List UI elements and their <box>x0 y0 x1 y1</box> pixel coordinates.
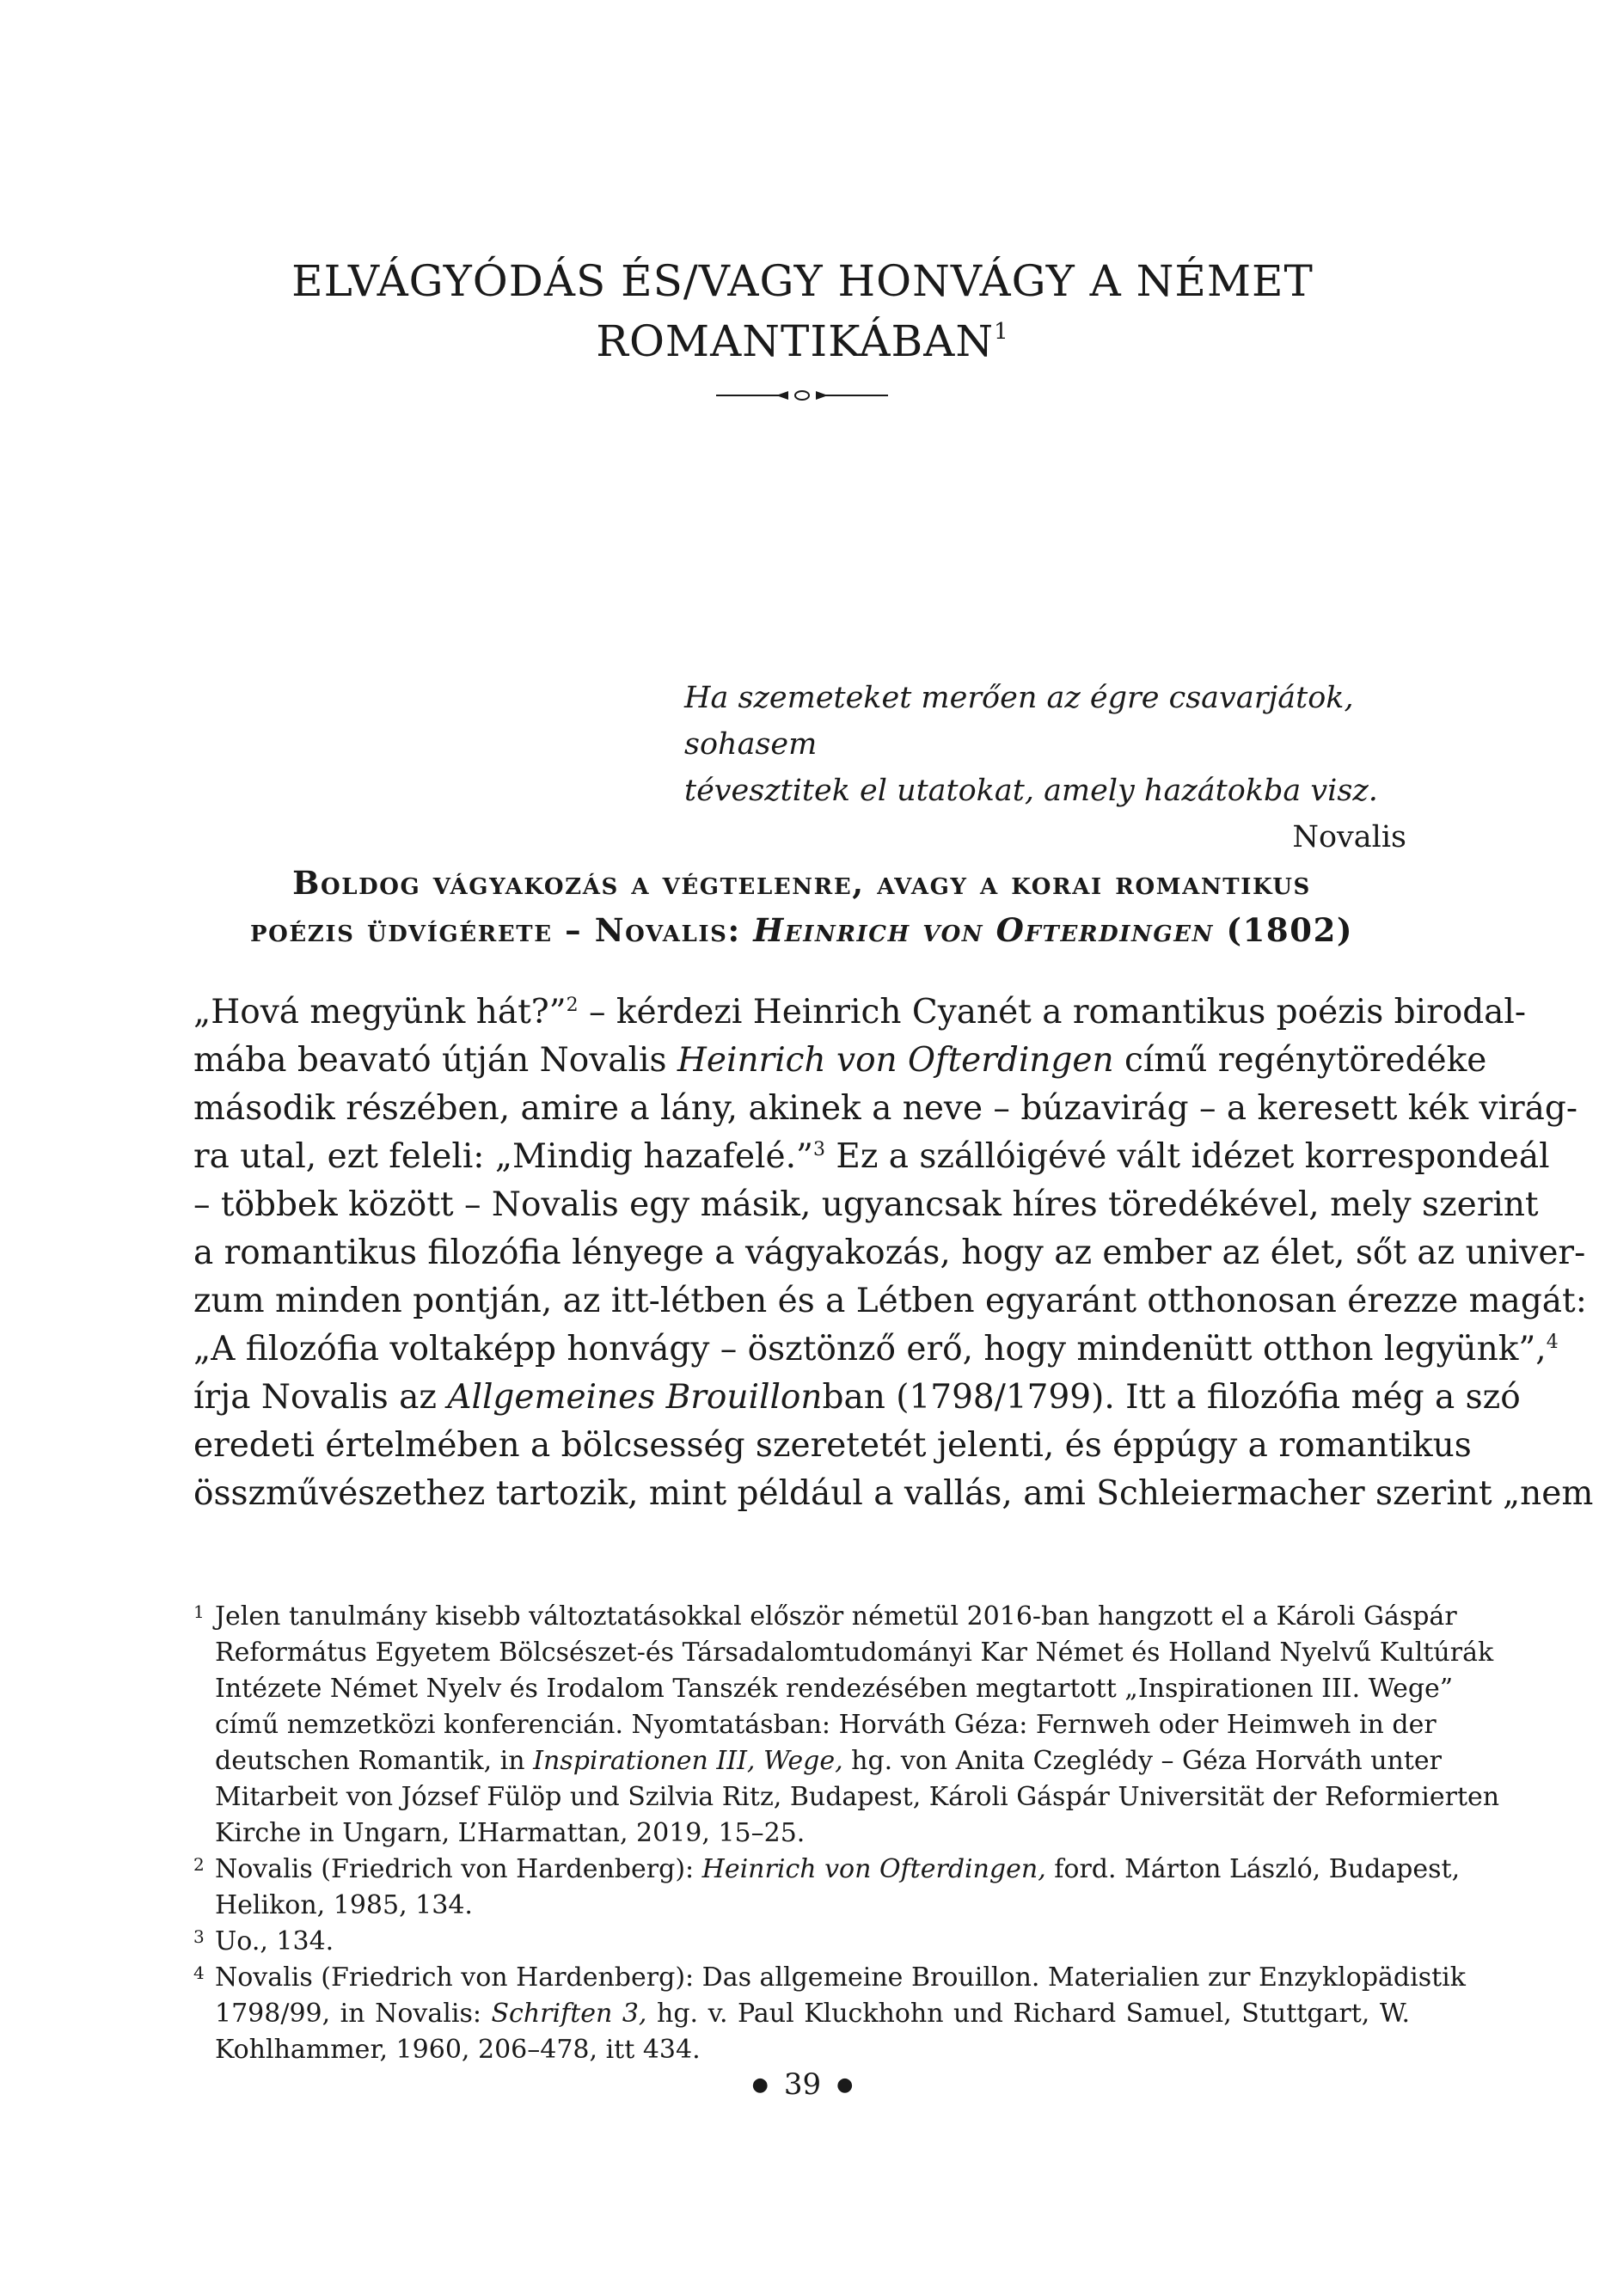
footnote-ref[interactable]: 3 <box>812 1139 825 1160</box>
footnote-3 <box>193 1924 1410 1960</box>
footnote-number: 4 <box>193 1962 205 1983</box>
work-title: Allgemeines Brouillon <box>447 1378 823 1417</box>
body-line: „Hová megyünk hát?”$^2$ – kérdezi Heinrich Cyanét a romantikus poézis birodal- <box>193 993 1527 1032</box>
epigraph-author: Novalis <box>1292 820 1406 854</box>
footnote-line: Jelen tanulmány kisebb változtatásokkal először németül 2016-ban hangzott el a Károli Gáspár <box>215 1601 1457 1632</box>
page-number-value: 39 <box>783 2067 822 2102</box>
body-line: második részében, amire a lány, akinek a neve – búzavirág – a keresett kék virág- <box>193 1089 1578 1128</box>
section-heading <box>193 860 1410 954</box>
section-heading-work-title: Heinrich von Ofterdingen <box>753 911 1214 949</box>
body-line: eredeti értelmében a bölcsesség szeretetét jelenti, és éppúgy a romantikus <box>193 1426 1472 1465</box>
footnote-number: 1 <box>193 1601 205 1622</box>
page-number <box>0 2067 1605 2102</box>
footnote-line: Kirche in Ungarn, L’Harmattan, 2019, 15–25. <box>215 1818 806 1848</box>
footnote-ref[interactable]: 4 <box>1546 1332 1559 1353</box>
epigraph <box>684 675 1406 860</box>
section-heading-line-2b: (1802) <box>1213 911 1354 949</box>
footnote-2 <box>193 1852 1461 1924</box>
footnote-line: Uo., 134. <box>215 1926 334 1956</box>
work-title: Heinrich von Ofterdingen <box>677 1041 1114 1080</box>
footnote-number: 3 <box>193 1926 205 1947</box>
body-line: zum minden pontján, az itt-létben és a Létben egyaránt otthonosan érezze magát: <box>193 1282 1587 1320</box>
footnote-line: 1798/99, in Novalis: Schriften 3, hg. v. Paul Kluckhohn und Richard Samuel, Stuttgart, W. <box>215 1999 1410 2029</box>
epigraph-line-1: Ha szemeteket merően az égre csavarjátok, sohasem <box>684 681 1354 762</box>
footnote-line: Mitarbeit von József Fülöp und Szilvia Ritz, Budapest, Károli Gáspár Universität der Reformierten <box>215 1782 1500 1812</box>
bullet-icon: ● <box>836 2074 854 2096</box>
title-footnote-ref: 1 <box>994 319 1009 345</box>
bullet-icon: ● <box>751 2074 769 2096</box>
footnote-line: deutschen Romantik, in Inspirationen III, Wege, hg. von Anita Czeglédy – Géza Horváth unter <box>215 1746 1443 1776</box>
footnote-ref[interactable]: 2 <box>566 995 579 1016</box>
footnote-1 <box>193 1599 1500 1852</box>
title-ornament <box>716 385 888 406</box>
body-line: „A filozófia voltaképp honvágy – ösztönző erő, hogy mindenütt otthon legyünk”,$^4$ <box>193 1330 1559 1368</box>
body-line: a romantikus filozófia lényege a vágyakozás, hogy az ember az élet, sőt az univer- <box>193 1234 1586 1272</box>
body-line: – többek között – Novalis egy másik, ugyancsak híres töredékével, mely szerint <box>193 1185 1539 1224</box>
footnote-line: Helikon, 1985, 134. <box>215 1890 473 1920</box>
body-line: ra utal, ezt feleli: „Mindig hazafelé.”$^3$ Ez a szállóigévé vált idézet korrespondeál <box>193 1137 1550 1176</box>
title-line-1: ELVÁGYÓDÁS ÉS/VAGY HONVÁGY A NÉMET <box>291 256 1314 306</box>
section-heading-line-2a: poézis üdvígérete – Novalis: <box>249 911 754 949</box>
footnote-4 <box>193 1960 1466 2068</box>
footnote-line: Református Egyetem Bölcsészet-és Társadalomtudományi Kar Német és Holland Nyelvű Kultúrák <box>215 1638 1494 1668</box>
chapter-title <box>0 251 1605 371</box>
body-line: mába beavató útján Novalis Heinrich von Ofterdingen című regénytöredéke <box>193 1041 1487 1080</box>
footnotes <box>193 1599 1500 2068</box>
section-heading-line-1: Boldog vágyakozás a végtelenre, avagy a korai romantikus <box>292 864 1311 902</box>
footnote-line: Kohlhammer, 1960, 206–478, itt 434. <box>215 2035 701 2065</box>
epigraph-line-2: tévesztitek el utatokat, amely hazátokba visz. <box>684 774 1378 808</box>
body-line: összművészethez tartozik, mint például a vallás, ami Schleiermacher szerint „nem <box>193 1474 1594 1513</box>
footnote-number: 2 <box>193 1854 205 1875</box>
footnote-line: című nemzetközi konferencián. Nyomtatásban: Horváth Géza: Fernweh oder Heimweh in der <box>215 1710 1437 1740</box>
body-paragraph <box>193 989 1594 1518</box>
footnote-line: Intézete Német Nyelv és Irodalom Tanszék rendezésében megtartott „Inspirationen III. Wege” <box>215 1674 1454 1704</box>
footnote-line: Novalis (Friedrich von Hardenberg): Heinrich von Ofterdingen, ford. Márton László, Budapest, <box>215 1854 1461 1884</box>
footnote-line: Novalis (Friedrich von Hardenberg): Das allgemeine Brouillon. Materialien zur Enzyklopädistik <box>215 1962 1466 1993</box>
body-line: írja Novalis az Allgemeines Brouillonban (1798/1799). Itt a filozófia még a szó <box>193 1378 1521 1417</box>
title-line-2: ROMANTIKÁBAN <box>596 316 995 366</box>
